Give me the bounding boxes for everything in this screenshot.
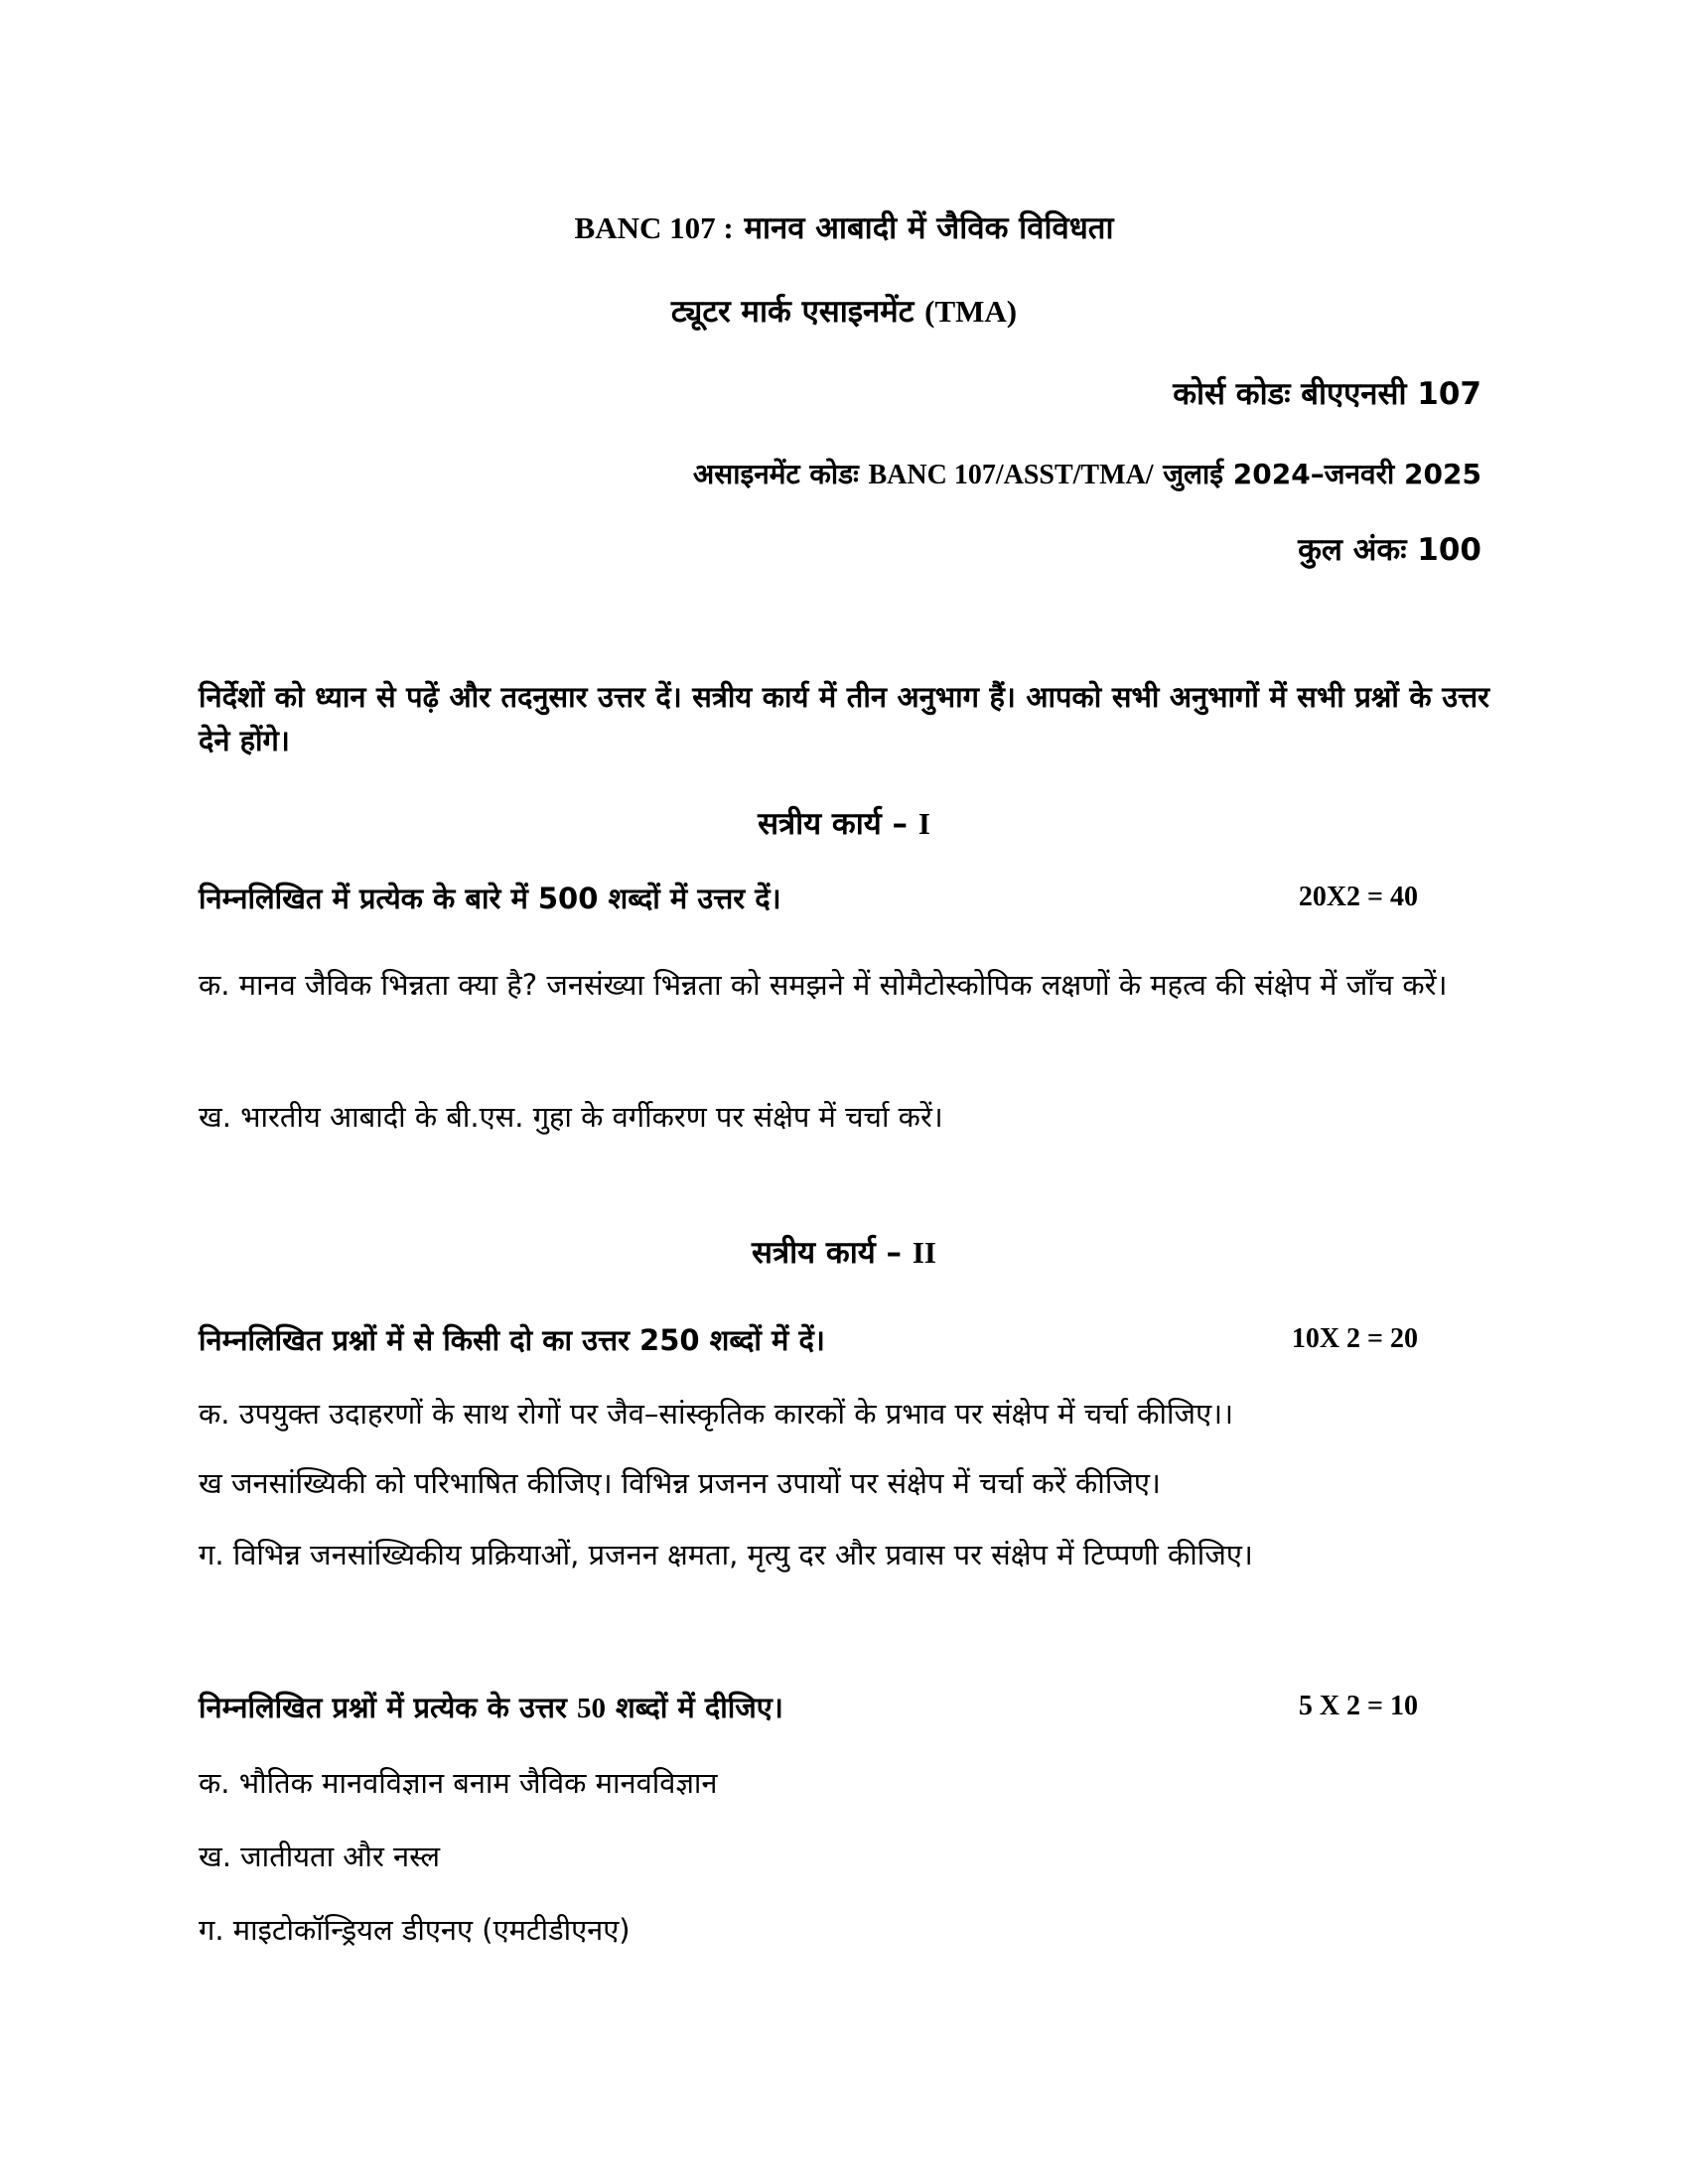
section-3-prompt-post: शब्दों में दीजिए।	[616, 1691, 783, 1724]
section-1-marks: 20X2 = 40	[1298, 882, 1418, 912]
instructions: निर्देशों को ध्यान से पढ़ें और तदनुसार उत्तर दें। सत्रीय कार्य में तीन अनुभाग हैं। आपको सभी अनुभागों में सभी प्रश्नों के उत्तर देने होंगे।	[199, 680, 1489, 757]
course-title	[0, 206, 1688, 248]
subtitle-abbrev: (TMA)	[924, 294, 1018, 329]
total-marks: कुल अंकः 100	[1298, 532, 1481, 568]
section-2-title-number: II	[912, 1235, 936, 1270]
course-title-text: मानव आबादी में जैविक विविधता	[744, 210, 1114, 246]
section-3-question: ग. माइटोकॉन्ड्रियल डीएनए (एमटीडीएनए)	[199, 1913, 631, 1947]
assignment-code-value: BANC 107/ASST/TMA/	[868, 460, 1154, 490]
section-1-question: ख. भारतीय आबादी के बी.एस. गुहा के वर्गीकरण पर संक्षेप में चर्चा करें।	[199, 1100, 943, 1134]
section-3-prompt-pre: निम्नलिखित प्रश्नों में प्रत्येक के उत्तर	[199, 1691, 567, 1724]
section-1-title-text: सत्रीय कार्य –	[758, 806, 909, 842]
section-2-marks: 10X 2 = 20	[1291, 1323, 1418, 1354]
section-1-prompt: निम्नलिखित में प्रत्येक के बारे में 500 शब्दों में उत्तर दें।	[199, 882, 781, 915]
course-code: कोर्स कोडः बीएएनसी 107	[1173, 376, 1481, 412]
section-3-prompt	[199, 1688, 783, 1726]
section-2-question: ख जनसांख्यिकी को परिभाषित कीजिए। विभिन्न प्रजनन उपायों पर संक्षेप में चर्चा करें कीजिए।	[199, 1466, 1161, 1500]
section-2-title	[0, 1231, 1688, 1273]
subtitle-hindi: ट्यूटर मार्क एसाइनमेंट	[670, 294, 914, 330]
section-3-marks: 5 X 2 = 10	[1298, 1691, 1418, 1721]
course-title-code: BANC 107 :	[574, 210, 734, 245]
assignment-code-label: असाइनमेंट कोडः	[692, 458, 859, 490]
section-3-question: ख. जातीयता और नस्ल	[199, 1840, 441, 1873]
section-2-question: ग. विभिन्न जनसांख्यिकीय प्रक्रियाओं, प्रजनन क्षमता, मृत्यु दर और प्रवास पर संक्षेप में टिप्पणी कीजिए।	[199, 1538, 1253, 1571]
section-3-prompt-number: 50	[576, 1693, 606, 1724]
assignment-code	[693, 455, 1481, 492]
section-1-title	[0, 802, 1688, 844]
section-2-title-text: सत्रीय कार्य –	[752, 1235, 903, 1271]
section-2-question: क. उपयुक्त उदाहरणों के साथ रोगों पर जैव–सांस्कृतिक कारकों के प्रभाव पर संक्षेप में चर्चा कीजिए।।	[199, 1397, 1234, 1431]
section-3-question: क. भौतिक मानवविज्ञान बनाम जैविक मानवविज्ञान	[199, 1766, 718, 1800]
document-subtitle	[0, 290, 1688, 332]
assignment-code-period: जुलाई 2024–जनवरी 2025	[1163, 458, 1481, 490]
section-2-prompt: निम्नलिखित प्रश्नों में से किसी दो का उत्तर 250 शब्दों में दें।	[199, 1323, 825, 1357]
section-1-title-number: I	[917, 806, 930, 841]
section-1-question: क. मानव जैविक भिन्नता क्या है? जनसंख्या भिन्नता को समझने में सोमैटोस्कोपिक लक्षणों के महत्व की संक्षेप में जाँच करें।	[199, 968, 1448, 1002]
